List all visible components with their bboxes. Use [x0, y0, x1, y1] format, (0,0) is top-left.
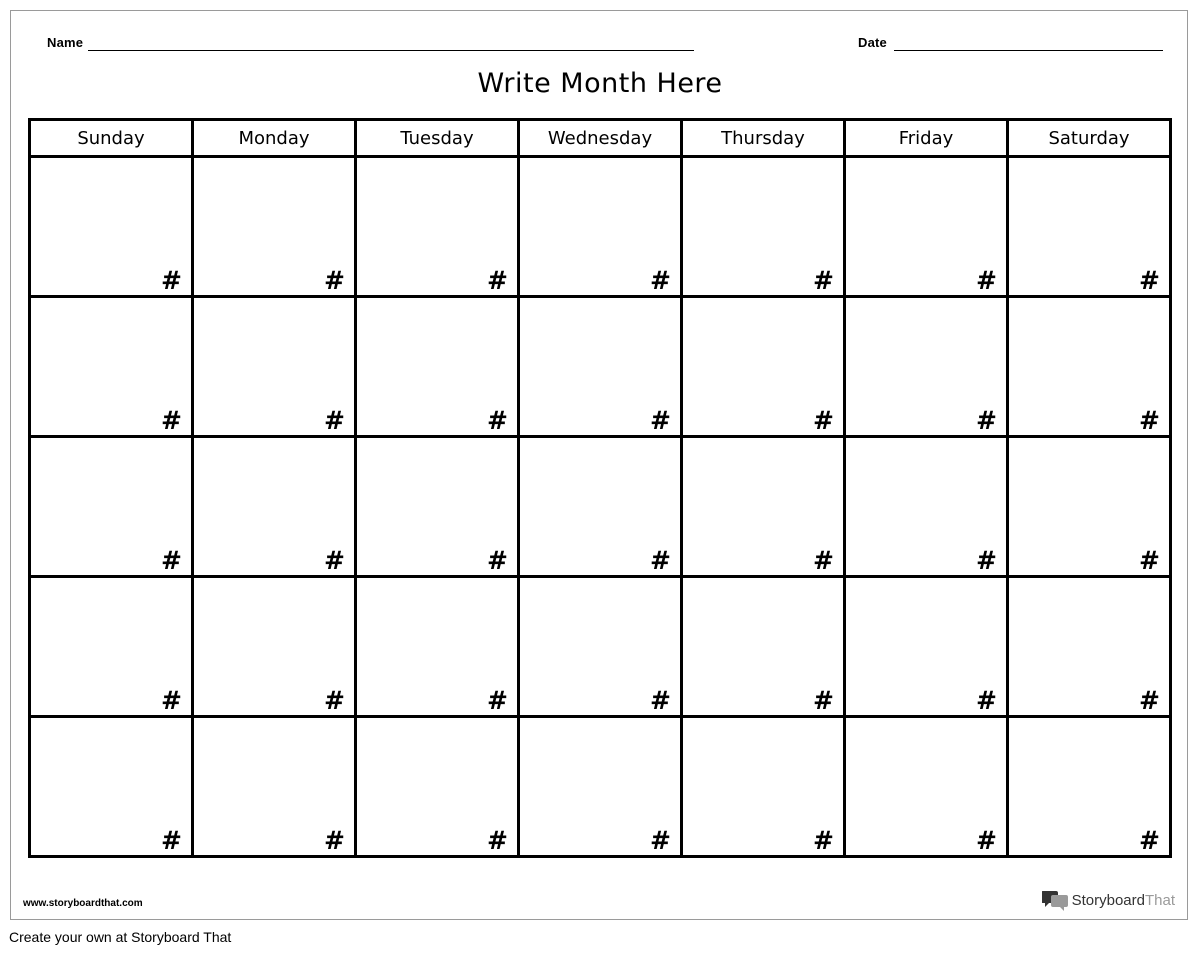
day-cell: [356, 577, 519, 717]
day-number-placeholder: #: [324, 406, 345, 435]
day-number-placeholder: #: [813, 406, 834, 435]
day-cell: [845, 577, 1008, 717]
footer-caption: Create your own at Storyboard That: [9, 929, 232, 945]
month-title: Write Month Here: [477, 68, 723, 99]
day-cell: [30, 577, 193, 717]
calendar-grid: [28, 118, 1172, 858]
day-cell: [356, 297, 519, 437]
day-cell: [193, 157, 356, 297]
name-line: [88, 50, 694, 51]
day-cell: [1008, 577, 1171, 717]
date-line: [894, 50, 1163, 51]
day-number-placeholder: #: [650, 826, 671, 855]
day-number-placeholder: #: [1139, 406, 1160, 435]
day-cell: [1008, 437, 1171, 577]
day-number-placeholder: #: [324, 826, 345, 855]
day-cell: [193, 577, 356, 717]
day-cell: [845, 297, 1008, 437]
day-number-placeholder: #: [161, 546, 182, 575]
day-cell: [519, 577, 682, 717]
day-number-placeholder: #: [976, 686, 997, 715]
week-row: [30, 157, 1171, 297]
day-number-placeholder: #: [1139, 826, 1160, 855]
weekday-header-thursday: Thursday: [682, 120, 845, 157]
day-cell: [30, 297, 193, 437]
day-cell: [193, 297, 356, 437]
date-label: Date: [858, 35, 887, 50]
weekday-header-saturday: Saturday: [1008, 120, 1171, 157]
day-number-placeholder: #: [650, 546, 671, 575]
day-number-placeholder: #: [487, 406, 508, 435]
day-number-placeholder: #: [813, 686, 834, 715]
day-number-placeholder: #: [976, 266, 997, 295]
day-cell: [193, 437, 356, 577]
day-cell: [682, 577, 845, 717]
day-cell: [682, 437, 845, 577]
day-number-placeholder: #: [487, 826, 508, 855]
day-number-placeholder: #: [1139, 686, 1160, 715]
calendar-body: [30, 157, 1171, 857]
weekday-header-friday: Friday: [845, 120, 1008, 157]
day-number-placeholder: #: [487, 686, 508, 715]
day-cell: [682, 717, 845, 857]
website-url: www.storyboardthat.com: [23, 898, 143, 909]
day-number-placeholder: #: [161, 406, 182, 435]
day-number-placeholder: #: [813, 826, 834, 855]
weekday-header-sunday: Sunday: [30, 120, 193, 157]
weekday-header-row: [30, 120, 1171, 157]
day-number-placeholder: #: [161, 686, 182, 715]
day-cell: [1008, 717, 1171, 857]
day-cell: [845, 157, 1008, 297]
brand-name: [1072, 892, 1175, 909]
day-cell: [519, 437, 682, 577]
week-row: [30, 297, 1171, 437]
day-number-placeholder: #: [813, 266, 834, 295]
day-number-placeholder: #: [324, 266, 345, 295]
day-number-placeholder: #: [650, 406, 671, 435]
day-number-placeholder: #: [487, 266, 508, 295]
day-number-placeholder: #: [976, 546, 997, 575]
day-number-placeholder: #: [487, 546, 508, 575]
day-cell: [682, 297, 845, 437]
day-cell: [682, 157, 845, 297]
day-number-placeholder: #: [324, 546, 345, 575]
day-number-placeholder: #: [976, 406, 997, 435]
day-number-placeholder: #: [650, 266, 671, 295]
week-row: [30, 437, 1171, 577]
weekday-header-tuesday: Tuesday: [356, 120, 519, 157]
day-cell: [1008, 157, 1171, 297]
day-cell: [30, 717, 193, 857]
week-row: [30, 717, 1171, 857]
day-cell: [356, 437, 519, 577]
week-row: [30, 577, 1171, 717]
day-cell: [1008, 297, 1171, 437]
day-number-placeholder: #: [161, 826, 182, 855]
day-cell: [193, 717, 356, 857]
day-cell: [519, 157, 682, 297]
day-cell: [845, 437, 1008, 577]
day-number-placeholder: #: [813, 546, 834, 575]
name-label: Name: [47, 35, 84, 50]
day-cell: [356, 157, 519, 297]
brand-logo: [1042, 889, 1175, 911]
day-cell: [845, 717, 1008, 857]
brand-name-primary: Storyboard: [1071, 891, 1145, 909]
weekday-header-wednesday: Wednesday: [519, 120, 682, 157]
day-number-placeholder: #: [650, 686, 671, 715]
weekday-header-monday: Monday: [193, 120, 356, 157]
day-cell: [30, 157, 193, 297]
day-cell: [30, 437, 193, 577]
speech-bubbles-icon: [1042, 889, 1068, 911]
brand-name-suffix: That: [1144, 891, 1175, 909]
day-cell: [519, 297, 682, 437]
day-cell: [519, 717, 682, 857]
day-number-placeholder: #: [976, 826, 997, 855]
day-number-placeholder: #: [161, 266, 182, 295]
day-cell: [356, 717, 519, 857]
day-number-placeholder: #: [324, 686, 345, 715]
day-number-placeholder: #: [1139, 266, 1160, 295]
day-number-placeholder: #: [1139, 546, 1160, 575]
